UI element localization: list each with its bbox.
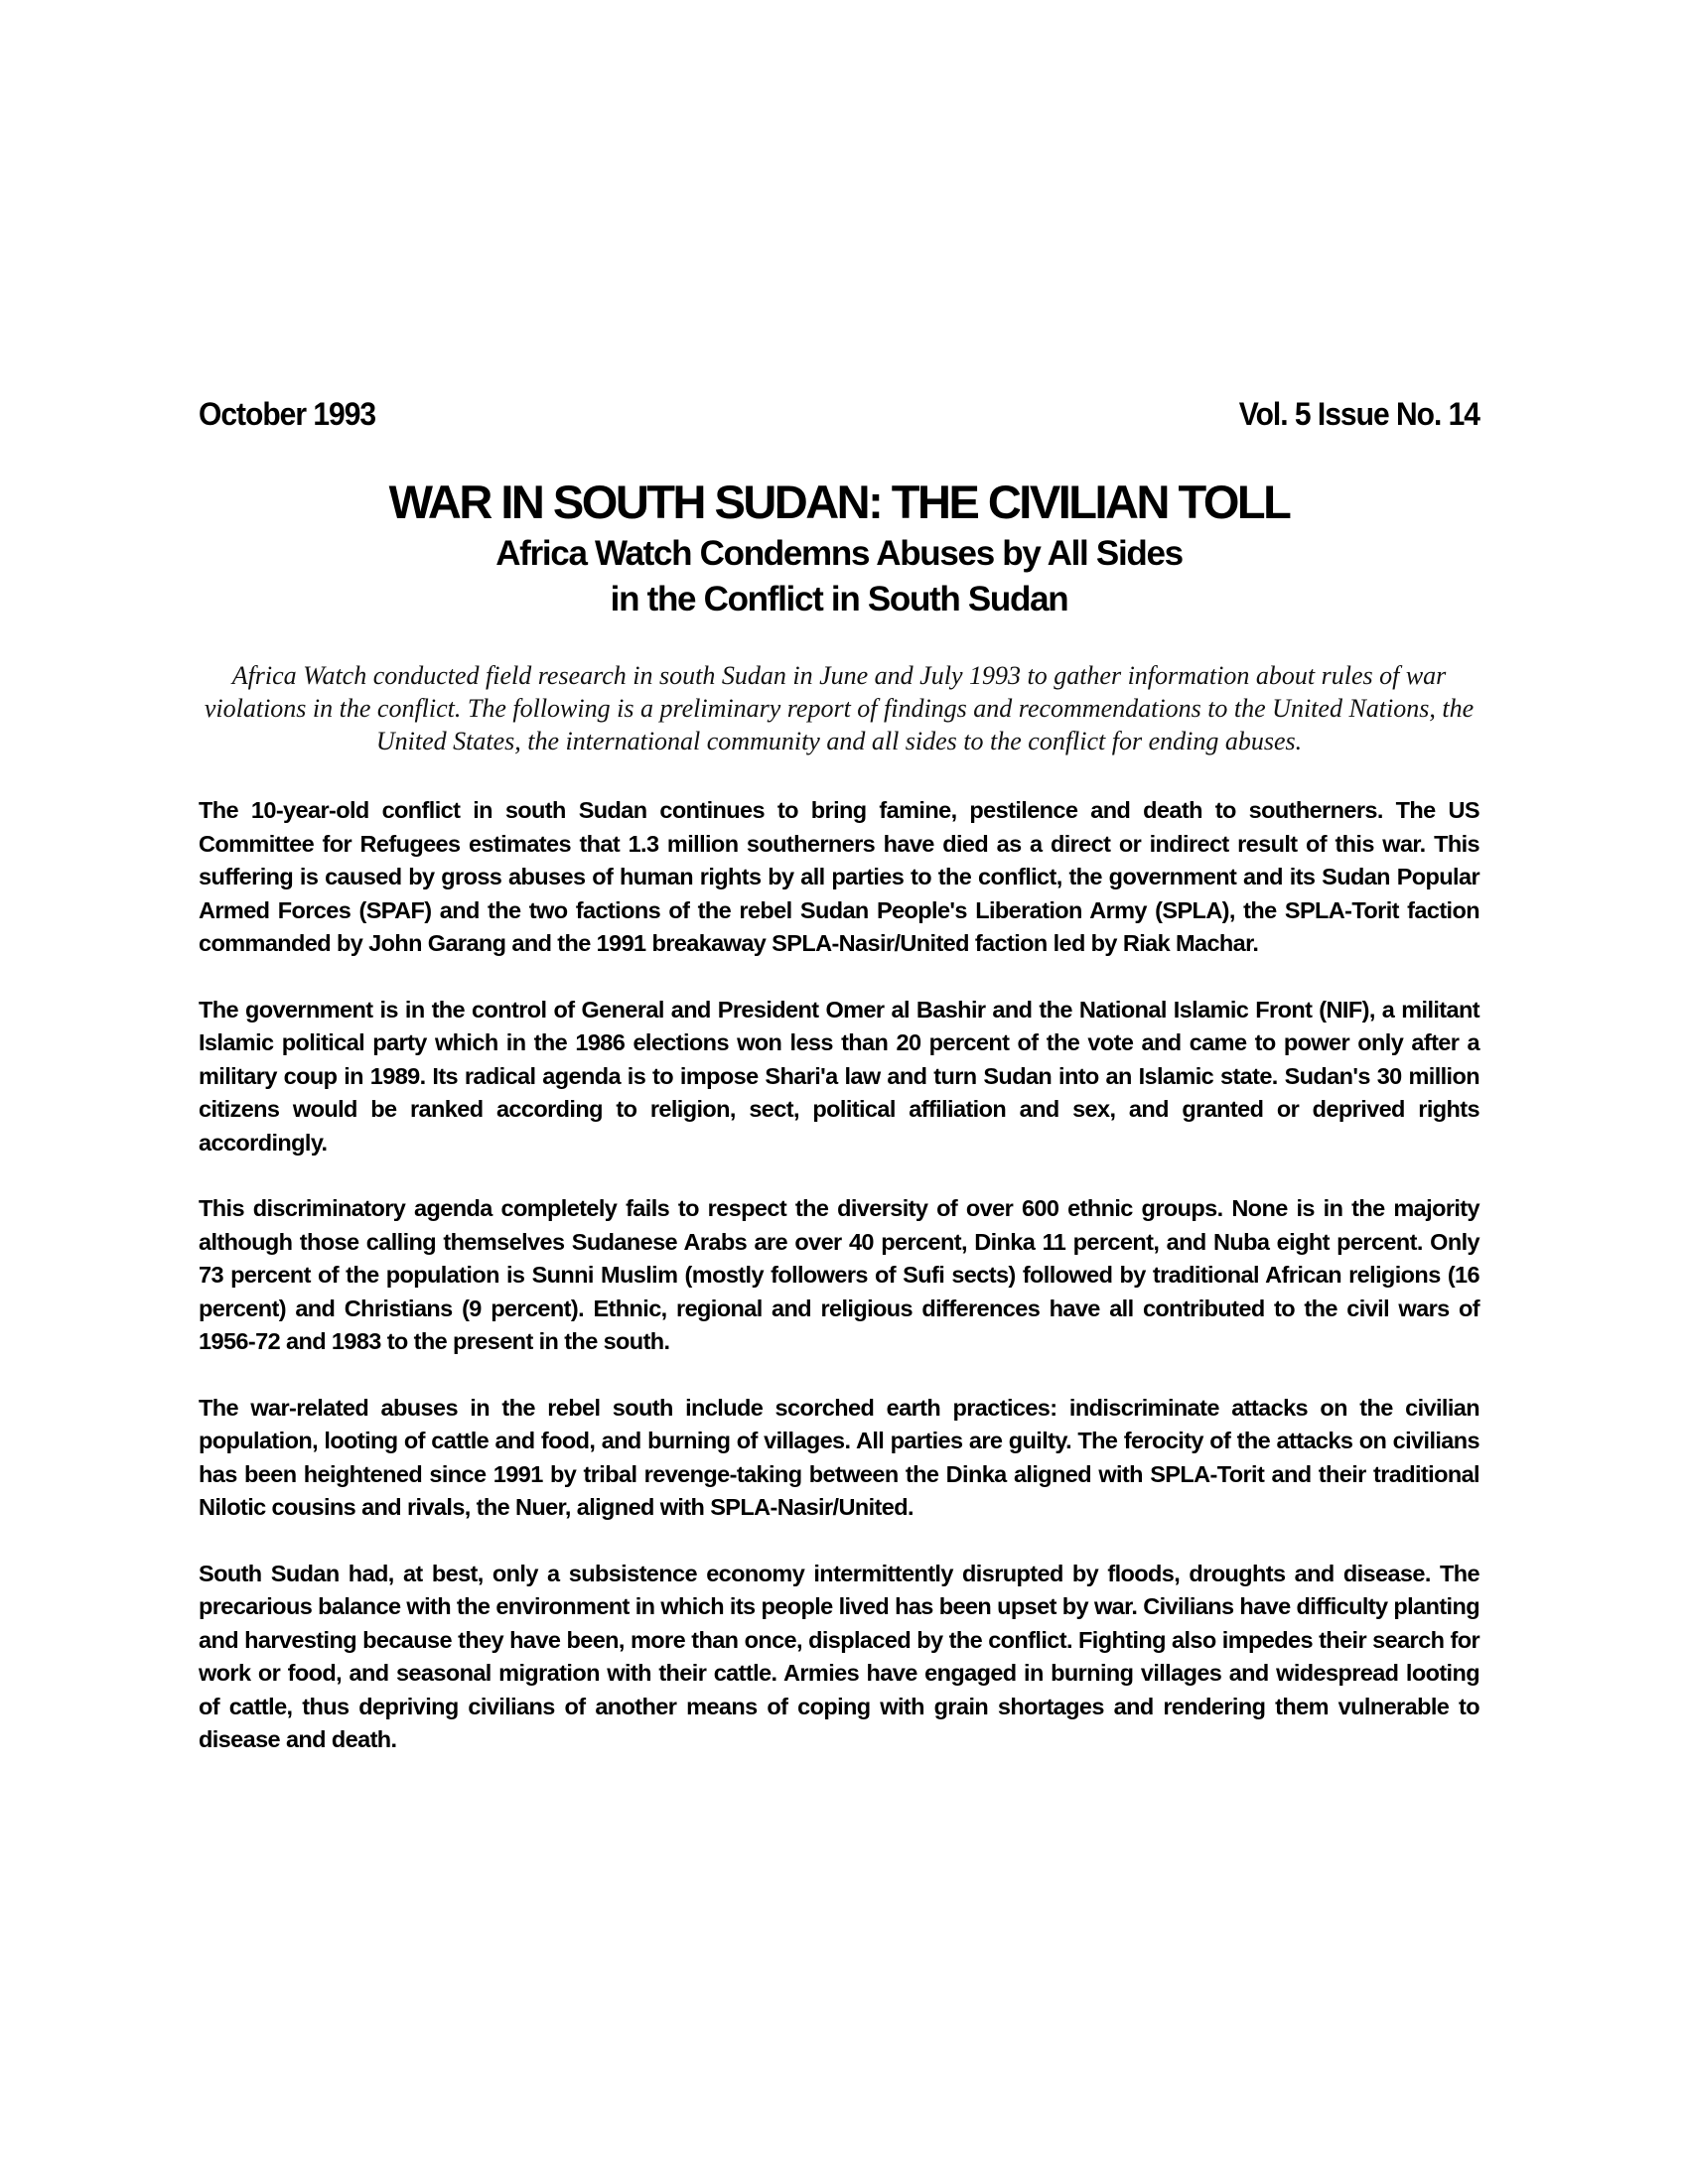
subtitle-line-2: in the Conflict in South Sudan (610, 580, 1068, 618)
paragraph-5: South Sudan had, at best, only a subsistence economy intermittently disrupted by floods, droughts and disease. The precarious balance with the environment in which its people lived has been upset by war. Civilians have difficulty planting and harvesting because they have been, more than once, displaced by the conflict. Fighting also impedes their search for work or food, and seasonal migration with their cattle. Armies have engaged in burning villages and widespread looting of cattle, thus depriving civilians of another means of coping with grain shortages and rendering them vulnerable to disease and death. (199, 1560, 1479, 1752)
paragraph-4: The war-related abuses in the rebel south include scorched earth practices: indiscriminate attacks on the civilian population, looting of cattle and food, and burning of villages. All parties are guilty. The ferocity of the attacks on civilians has been heightened since 1991 by tribal revenge-taking between the Dinka aligned with SPLA-Torit and their traditional Nilotic cousins and rivals, the Nuer, aligned with SPLA-Nasir/United. (199, 1394, 1479, 1520)
page-title: WAR IN SOUTH SUDAN: THE CIVILIAN TOLL (388, 476, 1290, 528)
paragraph-2: The government is in the control of General and President Omer al Bashir and the National Islamic Front (NIF), a militant Islamic political party which in the 1986 elections won less than 20 percent of the vote and came to power only after a military coup in 1989. Its radical agenda is to impose Shari'a law and turn Sudan into an Islamic state. Sudan's 30 million citizens would be ranked according to religion, sect, political affiliation and sex, and granted or deprived rights accordingly. (199, 996, 1479, 1156)
headline (199, 475, 1479, 621)
issue-date: October 1993 (199, 397, 376, 433)
paragraph-3: This discriminatory agenda completely fails to respect the diversity of over 600 ethnic groups. None is in the majority although those calling themselves Sudanese Arabs are over 40 percent, Dinka 11 percent, and Nuba eight percent. Only 73 percent of the population is Sunni Muslim (mostly followers of Sufi sects) followed by traditional African religions (16 percent) and Christians (9 percent). Ethnic, regional and religious differences have all contributed to the civil wars of 1956-72 and 1983 to the present in the south. (199, 1195, 1479, 1354)
masthead (199, 397, 1479, 434)
abstract: Africa Watch conducted field research in south Sudan in June and July 1993 to gather information about rules of war violations in the conflict. The following is a preliminary report of findings and recommendations to the United Nations, the United States, the international community and all sides to the conflict for ending abuses. (204, 661, 1475, 755)
issue-volume: Vol. 5 Issue No. 14 (1238, 397, 1479, 433)
paragraph-1: The 10-year-old conflict in south Sudan continues to bring famine, pestilence and death to southerners. The US Committee for Refugees estimates that 1.3 million southerners have died as a direct or indirect result of this war. This suffering is caused by gross abuses of human rights by all parties to the conflict, the government and its Sudan Popular Armed Forces (SPAF) and the two factions of the rebel Sudan People's Liberation Army (SPLA), the SPLA-Torit faction commanded by John Garang and the 1991 breakaway SPLA-Nasir/United faction led by Riak Machar. (199, 797, 1479, 956)
subtitle-line-1: Africa Watch Condemns Abuses by All Sides (495, 534, 1183, 573)
article-body (199, 794, 1479, 1790)
